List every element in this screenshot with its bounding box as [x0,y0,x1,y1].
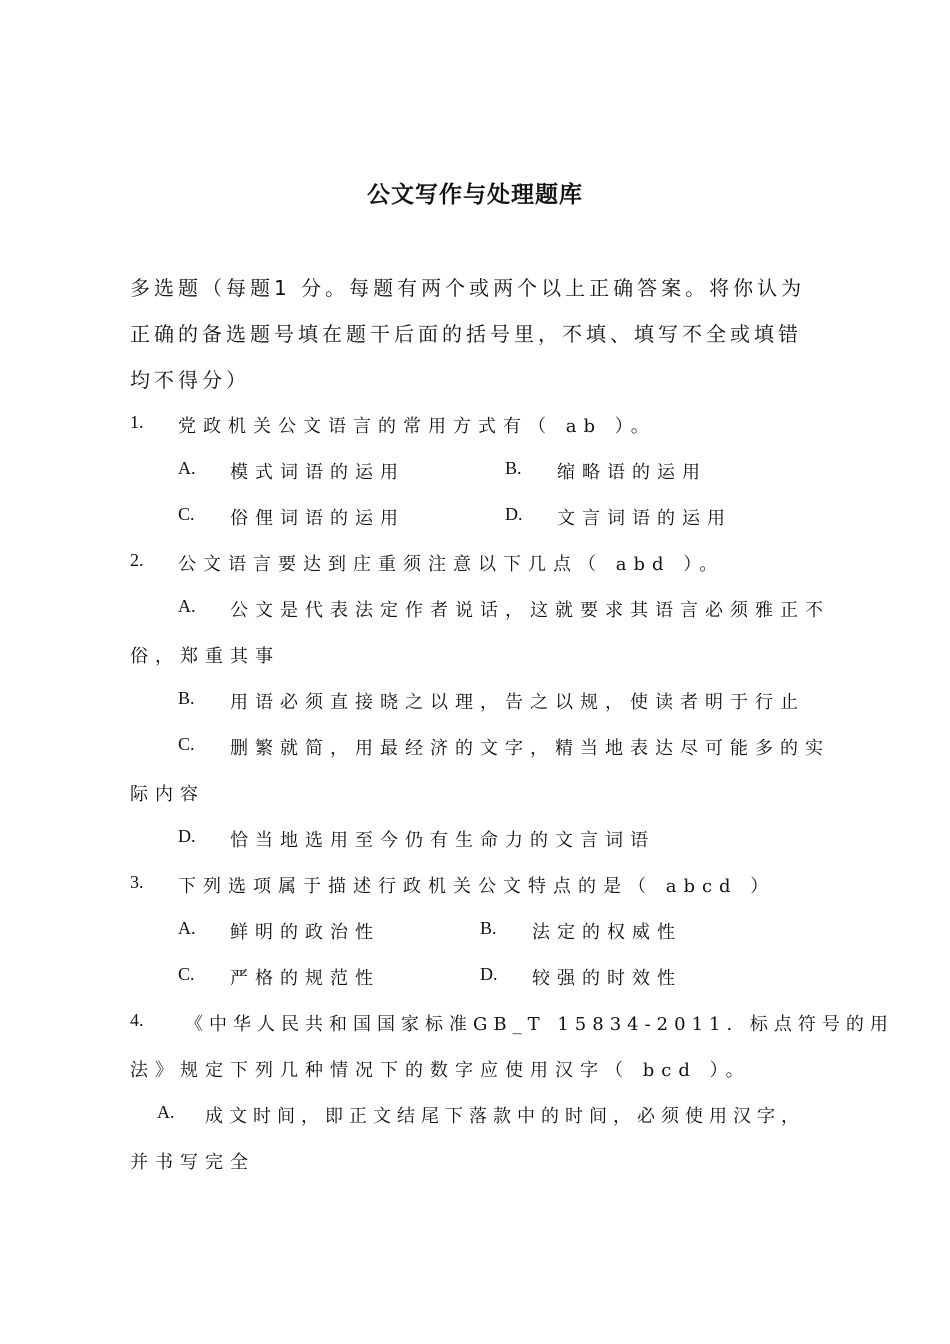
option-text: 法定的权威性 [532,922,682,943]
option-text-continued: 并书写完全 [130,1152,255,1173]
option-text: 公文是代表法定作者说话，这就要求其语言必须雅正不 [230,600,830,621]
option-letter: D. [480,964,498,984]
option-text: 俗俚词语的运用 [230,508,405,529]
document-title: 公文写作与处理题库 [367,182,583,208]
option-text: 文言词语的运用 [557,508,732,529]
option-letter: A. [157,1102,175,1122]
option-letter: C. [178,504,195,524]
option-letter: D. [178,826,196,846]
option-text: 成文时间，即正文结尾下落款中的时间，必须使用汉字， [205,1106,805,1127]
option-letter: D. [505,504,523,524]
option-text: 恰当地选用至今仍有生命力的文言词语 [230,830,655,851]
option-letter: A. [178,918,196,938]
option-letter: B. [480,918,497,938]
question-number: 3. [130,872,144,892]
option-text: 鲜明的政治性 [230,922,380,943]
option-text-continued: 际内容 [130,784,205,805]
question-stem: 党政机关公文语言的常用方式有（ ab ）。 [178,416,656,437]
option-letter: C. [178,734,195,754]
question-stem: 《中华人民共和国国家标准GB_T 15834-2011. 标点符号的用 [185,1014,894,1035]
question-number: 2. [130,550,144,570]
question-number: 4. [130,1010,144,1030]
question-number: 1. [130,412,144,432]
option-text: 删繁就简，用最经济的文字，精当地表达尽可能多的实 [230,738,830,759]
option-text: 缩略语的运用 [557,462,707,483]
intro-line-1: 多选题（每题1 分。每题有两个或两个以上正确答案。将你认为 [130,276,806,300]
intro-line-2: 正确的备选题号填在题干后面的括号里，不填、填写不全或填错 [130,322,802,346]
question-stem: 下列选项属于描述行政机关公文特点的是（ abcd ） [178,876,776,897]
option-letter: C. [178,964,195,984]
option-letter: B. [178,688,195,708]
option-letter: B. [505,458,522,478]
intro-line-3: 均不得分） [130,368,250,392]
option-letter: A. [178,596,196,616]
option-letter: A. [178,458,196,478]
option-text: 模式词语的运用 [230,462,405,483]
question-stem: 公文语言要达到庄重须注意以下几点（ abd ）。 [178,554,725,575]
question-stem-continued: 法》规定下列几种情况下的数字应使用汉字（ bcd ）。 [130,1060,751,1081]
option-text: 严格的规范性 [230,968,380,989]
option-text-continued: 俗，郑重其事 [130,646,280,667]
option-text: 用语必须直接晓之以理，告之以规，使读者明于行止 [230,692,805,713]
option-text: 较强的时效性 [532,968,682,989]
